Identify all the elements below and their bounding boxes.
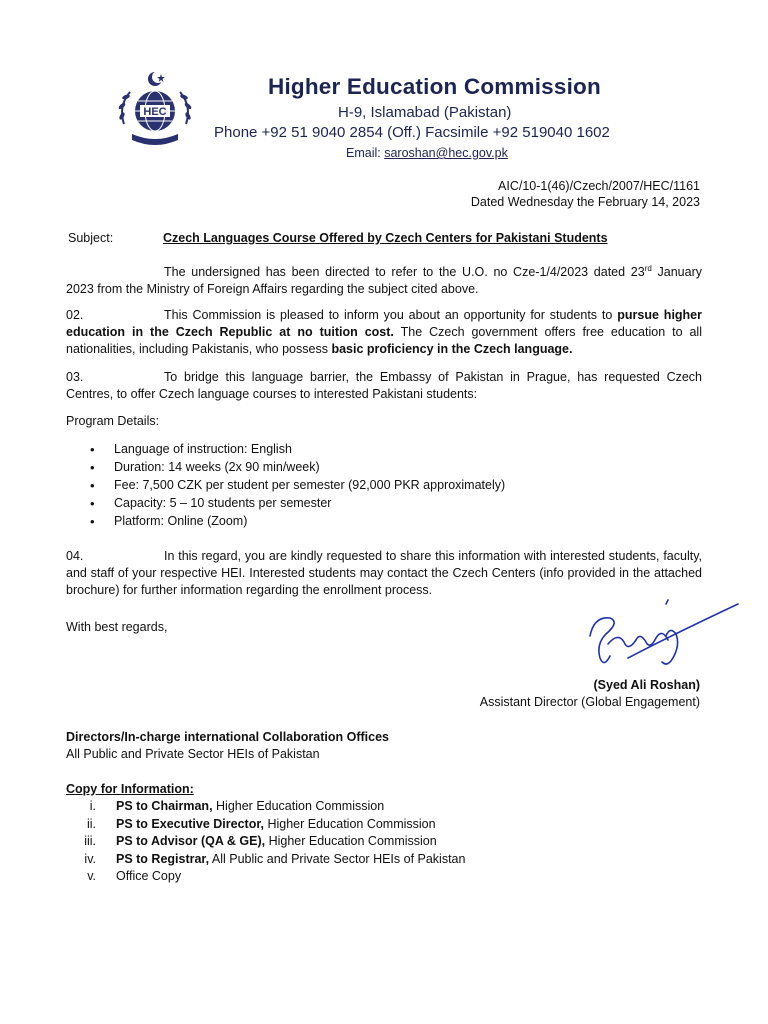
p1-text-a: The undersigned has been directed to refer to the U.O. no Cze-1/4/2023 dated 23: [164, 265, 645, 280]
list-number: v.: [87, 869, 96, 883]
date-line: Dated Wednesday the February 14, 2023: [470, 195, 700, 209]
list-bold: PS to Executive Director,: [116, 816, 264, 831]
p1-superscript: rd: [644, 264, 652, 273]
list-bold: PS to Advisor (QA & GE),: [116, 834, 266, 848]
paragraph-1: [66, 260, 702, 298]
list-bold: PS to Registrar,: [116, 851, 210, 866]
email-link[interactable]: saroshan@hec.gov.pk: [384, 146, 508, 160]
p3-text: To bridge this language barrier, the Embassy of Pakistan in Prague, has requested Czech Centres, to offer Czech language courses to interested Pakistani students:: [66, 370, 702, 401]
org-address: H-9, Islamabad (Pakistan): [338, 104, 512, 121]
list-item: • Language of instruction: English: [90, 442, 505, 460]
hec-logo: [110, 66, 200, 152]
list-item: [66, 834, 465, 852]
subject-text: Czech Languages Course Offered by Czech Centers for Pakistani Students: [163, 231, 608, 245]
list-text: Higher Education Commission: [212, 799, 385, 813]
email-label: Email:: [346, 146, 385, 160]
list-number: iv.: [84, 851, 96, 866]
reference-number: AIC/10-1(46)/Czech/2007/HEC/1161: [498, 179, 700, 193]
p2-bold-2: basic proficiency in the Czech language.: [331, 342, 573, 356]
paragraph-2: [66, 307, 702, 358]
paragraph-4: [66, 548, 702, 599]
logo-text: HEC: [143, 106, 167, 118]
list-text: Office Copy: [116, 869, 182, 883]
p2-text-b: The Czech government offers free education to all nationalities, including Pakistanis, who possess: [66, 325, 702, 356]
list-number: iii.: [84, 834, 96, 848]
list-text: Higher Education Commission: [265, 834, 437, 848]
list-number: ii.: [86, 816, 96, 831]
org-phone: Phone +92 51 9040 2854 (Off.) Facsimile +92 519040 1602: [214, 124, 610, 141]
org-name: Higher Education Commission: [268, 74, 601, 99]
list-text: Higher Education Commission: [263, 816, 436, 831]
program-details-title: Program Details:: [66, 414, 160, 428]
subject-label: Subject:: [68, 231, 114, 245]
list-item: [66, 869, 465, 887]
list-item: • Duration: 14 weeks (2x 90 min/week): [90, 460, 505, 478]
copy-list: [66, 799, 465, 887]
list-text: All Public and Private Sector HEIs of Pakistan: [209, 851, 466, 866]
closing-line: With best regards,: [66, 620, 168, 634]
list-item: • Platform: Online (Zoom): [90, 514, 505, 532]
addressee-title: Directors/In-charge international Collaboration Offices: [66, 730, 389, 744]
list-number: i.: [89, 799, 96, 813]
p2-bold-1: pursue higher education in the Czech Republic at no tuition cost.: [66, 308, 703, 339]
p1-text-b: January 2023 from the Ministry of Foreign Affairs regarding the subject cited above.: [66, 265, 703, 297]
copy-for-information-title: Copy for Information:: [66, 782, 194, 796]
p4-number: 04.: [66, 549, 84, 563]
handwritten-signature: [570, 596, 740, 676]
paragraph-3: [66, 369, 702, 403]
addressee-subtitle: All Public and Private Sector HEIs of Pakistan: [66, 747, 320, 761]
list-item: [66, 852, 465, 870]
p2-text-a: This Commission is pleased to inform you about an opportunity for students to: [164, 308, 618, 322]
p2-number: 02.: [66, 308, 84, 322]
list-item: [66, 817, 465, 835]
p3-number: 03.: [66, 370, 84, 384]
list-bold: PS to Chairman,: [116, 799, 213, 813]
program-details-list: [90, 442, 505, 532]
org-email-line: [346, 146, 508, 160]
list-item: [66, 799, 465, 817]
signer-name: (Syed Ali Roshan): [593, 678, 700, 692]
list-item: • Capacity: 5 – 10 students per semester: [90, 496, 505, 514]
p4-text: In this regard, you are kindly requested to share this information with interested students, faculty, and staff of your respective HEI. Interested students may contact the Czech Centers (info provided in the attached brochure) for further information regarding the enrollment process.: [66, 549, 702, 597]
signer-title: Assistant Director (Global Engagement): [479, 695, 700, 709]
list-item: • Fee: 7,500 CZK per student per semester (92,000 PKR approximately): [90, 478, 505, 496]
